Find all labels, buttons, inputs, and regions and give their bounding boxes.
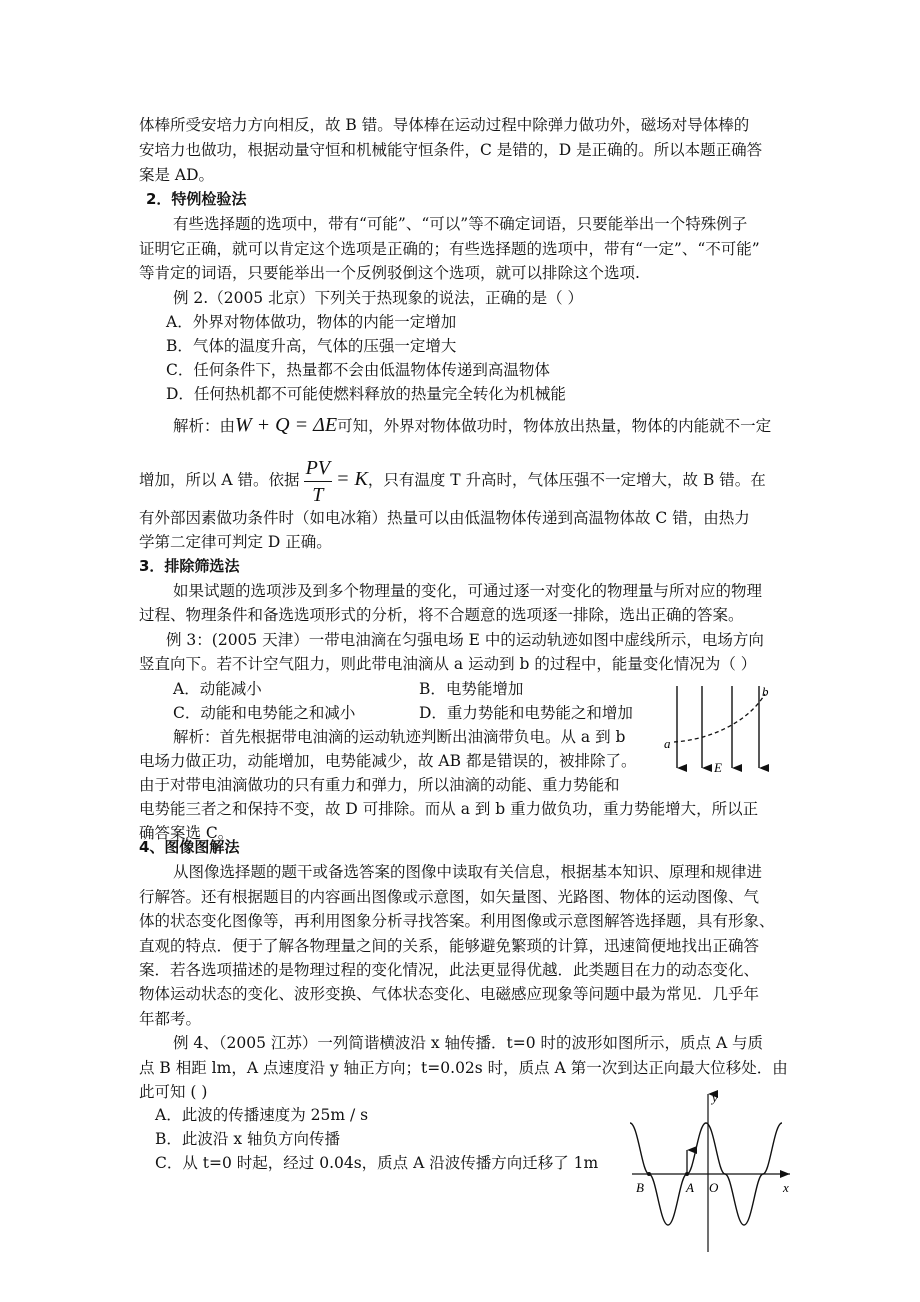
point-b-label: b [762, 684, 769, 699]
solution-line: 电势能三者之和保持不变，故 D 可排除。而从 a 到 b 重力做负功，重力势能增大，所以正 [139, 800, 759, 818]
paragraph-line: 有些选择题的选项中，带有“可能”、“可以”等不确定词语，只要能举出一个特殊例子 [173, 215, 748, 233]
section-heading: 3．排除筛选法 [139, 557, 240, 575]
solution-line: 确答案选 C。 [139, 824, 234, 842]
point-a-dot [685, 1172, 689, 1176]
point-a-label: A [686, 1180, 694, 1195]
paragraph-line: 体棒所受安培力方向相反，故 B 错。导体棒在运动过程中除弹力做功外，磁场对导体棒的 [139, 116, 750, 134]
paragraph-line: 案是 AD。 [139, 166, 215, 184]
solution-line: 有外部因素做功条件时（如电冰箱）热量可以由低温物体传递到高温物体故 C 错，由热力 [139, 509, 750, 527]
paragraph-line: 安培力也做功，根据动量守恒和机械能守恒条件，C 是错的，D 是正确的。所以本题正确答 [139, 141, 763, 159]
fraction-numerator: PV [304, 455, 332, 482]
trajectory-curve [674, 694, 765, 742]
option-d: D．任何热机都不可能使燃料释放的热量完全转化为机械能 [166, 385, 566, 403]
energy-formula: W + Q = ΔE [235, 414, 338, 436]
paragraph-line: 案．若各选项描述的是物理过程的变化情况，此法更显得优越．此类题目在力的动态变化、 [139, 961, 760, 979]
fraction-rhs: = K [336, 468, 368, 490]
paragraph-line: 行解答。还有根据题目的内容画出图像或示意图，如矢量图、光路图、物体的运动图像、气 [139, 888, 760, 906]
wave-figure [628, 1088, 798, 1258]
solution-line [173, 412, 771, 439]
option-a: A．外界对物体做功，物体的内能一定增加 [166, 313, 457, 331]
solution-text: ，只有温度 T 升高时，气体压强不一定增大，故 B 错。在 [367, 471, 766, 489]
solution-line: 解析：首先根据带电油滴的运动轨迹判断出油滴带负电。从 a 到 b [173, 728, 626, 746]
point-b-label: B [636, 1180, 644, 1195]
electric-field-figure [652, 680, 792, 802]
example-question: 竖直向下。若不计空气阻力，则此带电油滴从 a 运动到 b 的过程中，能量变化情况为（ ） [139, 655, 757, 673]
paragraph-line: 从图像选择题的题干或备选答案的图像中读取有关信息，根据基本知识、原理和规律进 [173, 863, 763, 881]
solution-line [139, 449, 766, 510]
solution-label: 解析：由 [173, 417, 236, 435]
solution-line: 电场力做正功，动能增加，电势能减少，故 AB 都是错误的，被排除了。 [139, 752, 637, 770]
solution-text: 可知，外界对物体做功时，物体放出热量，物体的内能就不一定 [337, 417, 772, 435]
paragraph-line: 物体运动状态的变化、波形变换、气体状态变化、电磁感应现象等问题中最为常见．几乎年 [139, 985, 760, 1003]
fraction-denominator: T [312, 483, 324, 506]
origin-label: O [709, 1180, 719, 1195]
example-question: 点 B 相距 lm，A 点速度沿 y 轴正方向；t=0.02s 时，质点 A 第一次到达正向最大位移处．由 [139, 1059, 788, 1077]
option-c: C．任何条件下，热量都不会由低温物体传递到高温物体 [166, 361, 550, 379]
option-d: D．重力势能和电势能之和增加 [419, 704, 633, 722]
paragraph-line: 如果试题的选项涉及到多个物理量的变化，可通过逐一对变化的物理量与所对应的物理 [173, 582, 763, 600]
option-b: B．气体的温度升高，气体的压强一定增大 [166, 337, 457, 355]
solution-text: 增加，所以 A 错。依据 [139, 471, 300, 489]
paragraph-line: 过程、物理条件和备选选项形式的分析，将不合题意的选项逐一排除，选出正确的答案。 [139, 606, 744, 624]
x-axis-label: x [783, 1180, 789, 1195]
paragraph-line: 年都考。 [139, 1010, 202, 1028]
option-a: A．此波的传播速度为 25m / s [155, 1106, 369, 1124]
option-c: C．从 t=0 时起，经过 0.04s，质点 A 沿波传播方向迁移了 1m [155, 1154, 599, 1172]
example-question: 例 3：(2005 天津）一带电油滴在匀强电场 E 中的运动轨迹如图中虚线所示，电场方向 [166, 631, 764, 649]
solution-line: 由于对带电油滴做功的只有重力和弹力，所以油滴的动能、重力势能和 [139, 776, 620, 794]
paragraph-line: 等肯定的词语，只要能举出一个反例驳倒这个选项，就可以排除这个选项. [139, 264, 640, 282]
paragraph-line: 直观的特点．便于了解各物理量之间的关系，能够避免繁琐的计算，迅速简便地找出正确答 [139, 937, 760, 955]
option-b: B．电势能增加 [419, 680, 524, 698]
paragraph-line: 证明它正确，就可以肯定这个选项是正确的；有些选择题的选项中，带有“一定”、“不可能” [139, 240, 760, 258]
point-b-dot [647, 1172, 651, 1176]
gas-law-fraction [304, 455, 332, 508]
y-axis-label: y [712, 1090, 718, 1105]
point-a-label: a [664, 736, 671, 751]
option-b: B．此波沿 x 轴负方向传播 [155, 1130, 340, 1148]
section-heading: 4、图像图解法 [139, 838, 240, 856]
example-question: 此可知 ( ) [139, 1083, 208, 1101]
solution-line: 学第二定律可判定 D 正确。 [139, 533, 332, 551]
field-E-label: E [714, 760, 722, 775]
option-a: A．动能减小 [173, 680, 262, 698]
paragraph-line: 体的状态变化图像等，再利用图象分析寻找答案。利用图像或示意图解答选择题，具有形象、 [139, 912, 775, 930]
example-question: 例 2.（2005 北京）下列关于热现象的说法，正确的是（ ） [173, 289, 584, 307]
example-question: 例 4、（2005 江苏）一列简谐横波沿 x 轴传播．t=0 时的波形如图所示，质点 A 与质 [173, 1034, 764, 1052]
option-c: C．动能和电势能之和减小 [173, 704, 356, 722]
section-heading: 2．特例检验法 [146, 190, 247, 208]
